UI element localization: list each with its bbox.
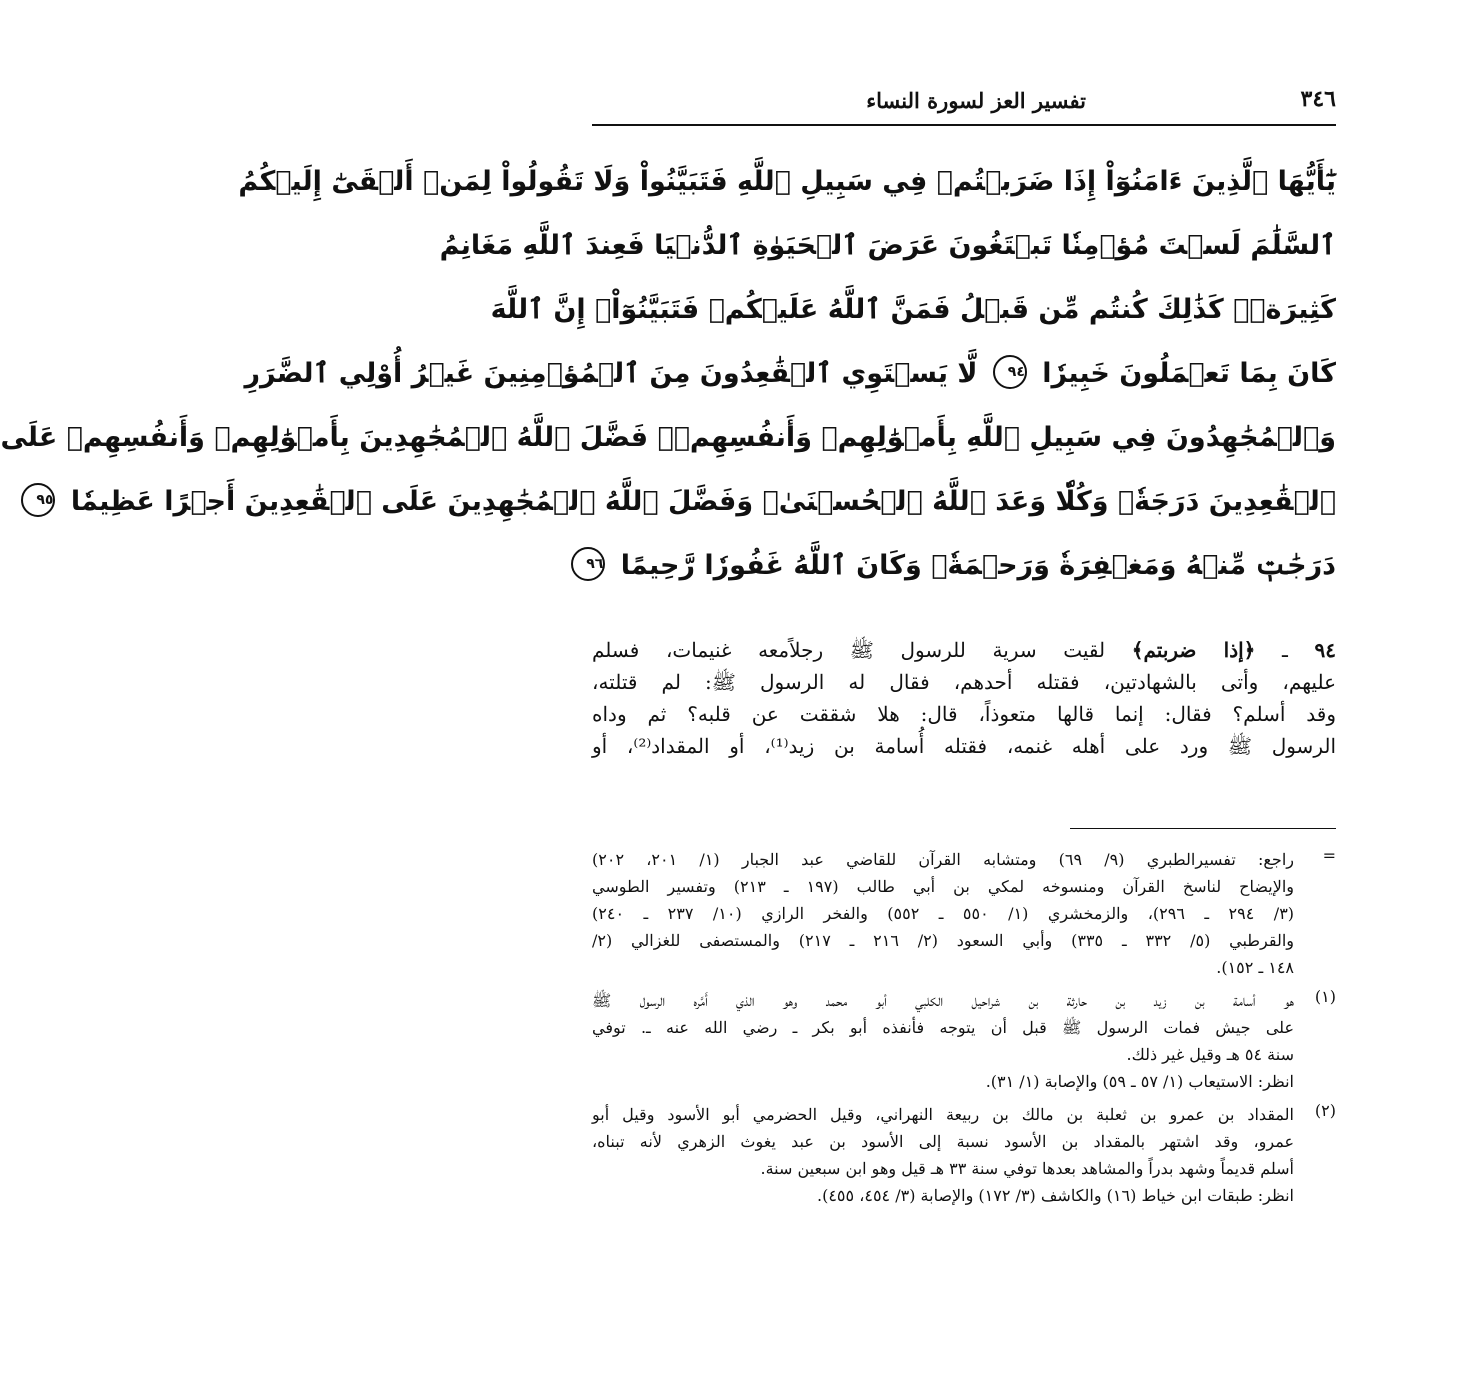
footnote-marker: = bbox=[1322, 846, 1336, 865]
footnote-line: هو أسامة بن زيد بن حارثة بن شراحيل الكلبي أبو محمد وهو الذي أَمَّره الرسول ﷺ bbox=[592, 991, 1294, 1010]
header-rule bbox=[592, 124, 1336, 126]
commentary-line: عليهم، وأتى بالشهادتين، فقتله أحدهم، فقال له الرسول ﷺ: لم قتلته، bbox=[592, 670, 1336, 694]
verse-number: ٩٤ bbox=[1314, 638, 1337, 662]
footnote-line: سنة ٥٤ هـ وقيل غير ذلك. bbox=[1126, 1045, 1294, 1064]
footnote-line: المقداد بن عمرو بن ثعلبة بن مالك بن ربيعة النهراني، وقيل الحضرمي أبو الأسود وقيل أبو bbox=[592, 1105, 1294, 1124]
quran-line: ٱلسَّلَٰمَ لَسۡتَ مُؤۡمِنٗا تَبۡتَغُونَ عَرَضَ ٱلۡحَيَوٰةِ ٱلدُّنۡيَا فَعِندَ ٱللَّهِ مَغَانِمُ bbox=[439, 230, 1336, 261]
quoted-phrase: ﴿إذا ضربتم﴾ bbox=[1131, 638, 1256, 662]
quran-line: كَانَ بِمَا تَعۡمَلُونَ خَبِيرٗا ٩٤ لَّا يَسۡتَوِي ٱلۡقَٰعِدُونَ مِنَ ٱلۡمُؤۡمِنِينَ غَيۡرُ أُوْلِي ٱلضَّرَرِ bbox=[592, 342, 1336, 406]
footnote bbox=[592, 987, 1336, 1095]
quran-line: وَٱلۡمُجَٰهِدُونَ فِي سَبِيلِ ٱللَّهِ بِأَمۡوَٰلِهِمۡ وَأَنفُسِهِمۡۚ فَضَّلَ ٱللَّهُ ٱلۡمُجَٰهِدِينَ بِأَمۡوَٰلِهِمۡ وَأَنفُسِهِمۡ عَلَى bbox=[0, 422, 1336, 453]
page-number: ٣٤٦ bbox=[1300, 86, 1336, 112]
commentary-line: الرسول ﷺ ورد على أهله غنمه، فقتله أُسامة بن زيد⁽¹⁾، أو المقداد⁽²⁾، أو bbox=[592, 734, 1337, 758]
footnotes bbox=[592, 846, 1336, 1215]
quran-verses bbox=[0, 150, 1336, 598]
footnote-line: ١٤٨ ـ ١٥٢). bbox=[1216, 958, 1294, 977]
quran-line: كَثِيرَةٞۚ كَذَٰلِكَ كُنتُم مِّن قَبۡلُ فَمَنَّ ٱللَّهُ عَلَيۡكُمۡ فَتَبَيَّنُوٓاْۚ إِنَّ ٱللَّهَ bbox=[490, 294, 1336, 325]
ayah-marker-icon: ٩٦ bbox=[571, 547, 605, 581]
footnote-line: أسلم قديماً وشهد بدراً والمشاهد بعدها توفي سنة ٣٣ هـ قيل وهو ابن سبعين سنة. bbox=[760, 1159, 1294, 1178]
footnote-line: (٣/ ٢٩٤ ـ ٢٩٦)، والزمخشري (١/ ٥٥٠ ـ ٥٥٢) والفخر الرازي (١٠/ ٢٣٧ ـ ٢٤٠) bbox=[592, 904, 1295, 923]
ayah-marker-icon: ٩٥ bbox=[21, 483, 55, 517]
footnote-line: راجع: تفسيرالطبري (٩/ ٦٩) ومتشابه القرآن للقاضي عبد الجبار (١/ ٢٠١، ٢٠٢) bbox=[592, 850, 1294, 869]
commentary bbox=[592, 634, 1336, 762]
footnote-line: انظر: طبقات ابن خياط (١٦) والكاشف (٣/ ١٧٢) والإصابة (٣/ ٤٥٤، ٤٥٥). bbox=[817, 1186, 1294, 1205]
quran-line: يَٰٓأَيُّهَا ٱلَّذِينَ ءَامَنُوٓاْ إِذَا ضَرَبۡتُمۡ فِي سَبِيلِ ٱللَّهِ فَتَبَيَّنُواْ وَلَا تَقُولُواْ لِمَنۡ أَلۡقَىٰٓ إِلَيۡكُمُ bbox=[238, 166, 1336, 197]
commentary-line: ٩٤ ـ ﴿إذا ضربتم﴾ لقيت سرية للرسول ﷺ رجلاًمعه غنيمات، فسلم bbox=[592, 638, 1337, 662]
footnote-marker: (٢) bbox=[1314, 1101, 1336, 1120]
ayah-marker-icon: ٩٤ bbox=[993, 355, 1027, 389]
quran-line: ٱلۡقَٰعِدِينَ دَرَجَةٗۚ وَكُلّٗا وَعَدَ ٱللَّهُ ٱلۡحُسۡنَىٰۚ وَفَضَّلَ ٱللَّهُ ٱلۡمُجَٰهِدِينَ عَلَى ٱلۡقَٰعِدِينَ أَجۡرًا عَظِيمٗا ٩٥ bbox=[592, 470, 1336, 534]
footnote bbox=[592, 846, 1336, 981]
footnote-line: على جيش فمات الرسول ﷺ قبل أن يتوجه فأنفذه أبو بكر ـ رضي الله عنه ـ. توفي bbox=[592, 1018, 1294, 1037]
footnote-separator bbox=[1070, 828, 1336, 829]
footnote-line: والإيضاح لناسخ القرآن ومنسوخه لمكي بن أبي طالب (١٩٧ ـ ٢١٣) وتفسير الطوسي bbox=[592, 877, 1295, 896]
footnote-line: والقرطبي (٥/ ٣٣٢ ـ ٣٣٥) وأبي السعود (٢/ ٢١٦ ـ ٢١٧) والمستصفى للغزالي (٢/ bbox=[592, 931, 1295, 950]
running-header bbox=[592, 86, 1336, 120]
running-title: تفسير العز لسورة النساء bbox=[866, 88, 1086, 113]
quran-line: دَرَجَٰتٖ مِّنۡهُ وَمَغۡفِرَةٗ وَرَحۡمَةٗۚ وَكَانَ ٱللَّهُ غَفُورٗا رَّحِيمًا ٩٦ bbox=[592, 534, 1336, 598]
footnote-line: انظر: الاستيعاب (١/ ٥٧ ـ ٥٩) والإصابة (١/ ٣١). bbox=[985, 1072, 1294, 1091]
footnote-line: عمرو، وقد اشتهر بالمقداد بن الأسود نسبة إلى الأسود بن عبد يغوث الزهري لأنه تبناه، bbox=[592, 1132, 1294, 1151]
footnote-marker: (١) bbox=[1314, 987, 1336, 1006]
footnote bbox=[592, 1101, 1336, 1209]
commentary-line: وقد أسلم؟ فقال: إنما قالها متعوذاً، قال: هلا شققت عن قلبه؟ ثم وداه bbox=[592, 702, 1336, 726]
